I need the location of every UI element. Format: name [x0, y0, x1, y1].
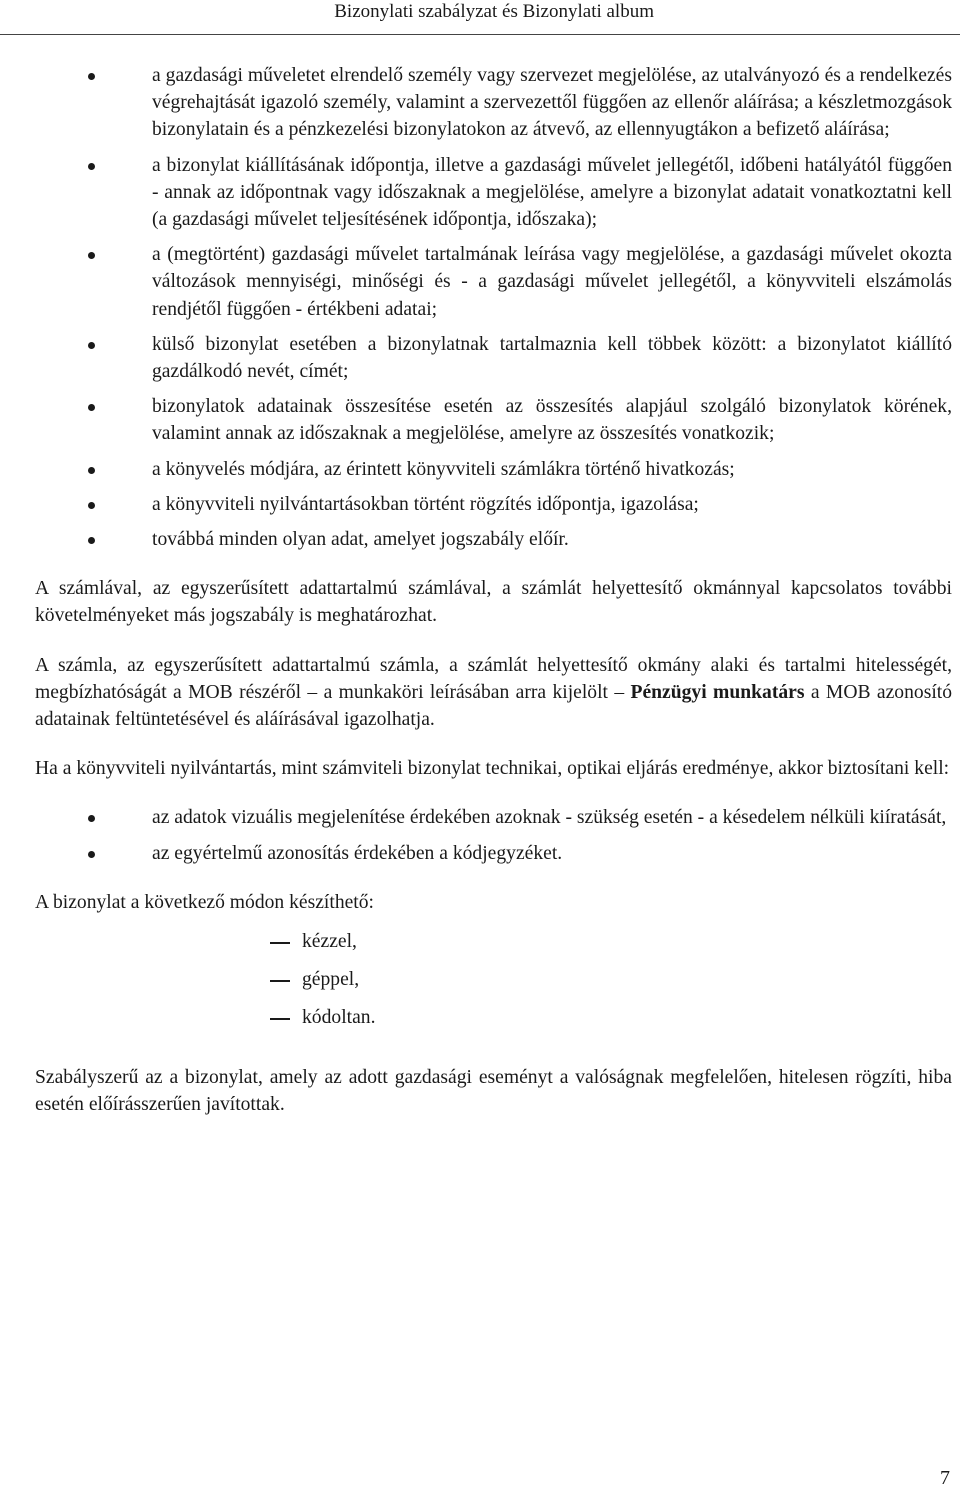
- list-item: [35, 1004, 952, 1042]
- page-header: [0, 0, 960, 35]
- bullet-icon: [88, 342, 95, 349]
- role-name: Pénzügyi munkatárs: [630, 681, 805, 703]
- dash-icon: [270, 980, 290, 982]
- bullet-icon: [88, 537, 95, 544]
- bullet-icon: [88, 851, 95, 858]
- paragraph-invoice-authenticity: [35, 652, 952, 734]
- dash-icon: [270, 942, 290, 944]
- header-title: Bizonylati szabályzat és Bizonylati album: [334, 1, 654, 22]
- list-item: [35, 393, 952, 447]
- bullet-icon: [88, 404, 95, 411]
- bullet-icon: [88, 815, 95, 822]
- list-item: [35, 241, 952, 323]
- paragraph-text: a MOB azonosító adatainak feltüntetésével és aláírásával igazolhatja.: [35, 681, 952, 731]
- list-item: [35, 966, 952, 1004]
- paragraph-preparation-methods: A bizonylat a következő módon készíthető:: [35, 891, 374, 913]
- list-item: [35, 456, 952, 483]
- paragraph-regular-document: Szabályszerű az a bizonylat, amely az adott gazdasági eseményt a valóságnak megfelelően, hitelesen rögzíti, hiba esetén előírásszerűen javítottak.: [35, 1067, 952, 1116]
- list-item-text: kézzel,: [302, 931, 357, 953]
- list-item: [35, 152, 952, 234]
- list-item-text: a könyvelés módjára, az érintett könyvviteli számlákra történő hivatkozás;: [152, 458, 735, 480]
- list-item: [35, 928, 952, 966]
- list-item-text: az adatok vizuális megjelenítése érdekében azoknak - szükség esetén - a késedelem nélküli kiíratását,: [152, 807, 947, 829]
- paragraph-text: A számla, az egyszerűsített adattartalmú számla, a számlát helyettesítő okmány alaki és tartalmi hitelességét, megbízhatóságát a MOB részéről – a munkaköri leírásában arra kijelölt –: [35, 654, 952, 703]
- list-item-text: bizonylatok adatainak összesítése esetén az összesítés alapjául szolgáló bizonylatok körének, valamint annak az időszaknak a megjelölése, amelyre az összesítés vonatkozik;: [152, 396, 952, 445]
- list-item: [35, 62, 952, 144]
- list-item-text: a gazdasági műveletet elrendelő személy vagy szervezet megjelölése, az utalványozó és a rendelkezés végrehajtását igazoló személy, valamint a szervezettől függően az ellenőr aláírása; a készletmozgások bizonylatain és a pénzkezelési bizonylatokon az átvevő, az ellennyugtákon a befizető aláírása;: [152, 65, 952, 141]
- list-item-text: kódoltan.: [302, 1007, 376, 1029]
- bullet-icon: [88, 73, 95, 80]
- list-item: [35, 491, 952, 518]
- paragraph-invoice-requirements: A számlával, az egyszerűsített adattartalmú számlával, a számlát helyettesítő okmánnyal kapcsolatos további követelményeket más jogszabály is meghatározhat.: [35, 578, 952, 627]
- list-item: [35, 331, 952, 385]
- list-item-text: a bizonylat kiállításának időpontja, illetve a gazdasági művelet jellegétől, időbeni hatályától függően - annak az időpontnak vagy időszaknak a megjelölése, amelyre a bizonylat adatait vonatkoztatni kell (a gazdasági művelet teljesítésének időpontja, időszaka);: [152, 154, 952, 231]
- dash-icon: [270, 1018, 290, 1020]
- list-item-text: géppel,: [302, 969, 360, 991]
- paragraph-technical-records: Ha a könyvviteli nyilvántartás, mint számviteli bizonylat technikai, optikai eljárás eredménye, akkor biztosítani kell:: [35, 758, 950, 780]
- requirements-list: [35, 62, 952, 553]
- list-item: [35, 840, 952, 867]
- bullet-icon: [88, 163, 95, 170]
- list-item-text: a könyvviteli nyilvántartásokban történt rögzítés időpontja, igazolása;: [152, 493, 699, 515]
- technical-requirements-list: [35, 804, 952, 866]
- bullet-icon: [88, 502, 95, 509]
- bullet-icon: [88, 252, 95, 259]
- list-item: [35, 526, 952, 553]
- list-item: [35, 804, 952, 831]
- list-item-text: a (megtörtént) gazdasági művelet tartalmának leírása vagy megjelölése, a gazdasági művelet okozta változások mennyiségi, minőségi és - a gazdasági művelet jellegétől, a könyvviteli elszámolás rendjétől függően - értékbeni adatai;: [152, 244, 952, 320]
- list-item-text: továbbá minden olyan adat, amelyet jogszabály előír.: [152, 529, 569, 551]
- bullet-icon: [88, 467, 95, 474]
- document-body: [35, 62, 952, 1118]
- list-item-text: az egyértelmű azonosítás érdekében a kódjegyzéket.: [152, 842, 563, 864]
- preparation-methods-list: [35, 928, 952, 1042]
- page-number: 7: [940, 1467, 950, 1489]
- list-item-text: külső bizonylat esetében a bizonylatnak tartalmaznia kell többek között: a bizonylatot kiállító gazdálkodó nevét, címét;: [152, 333, 952, 383]
